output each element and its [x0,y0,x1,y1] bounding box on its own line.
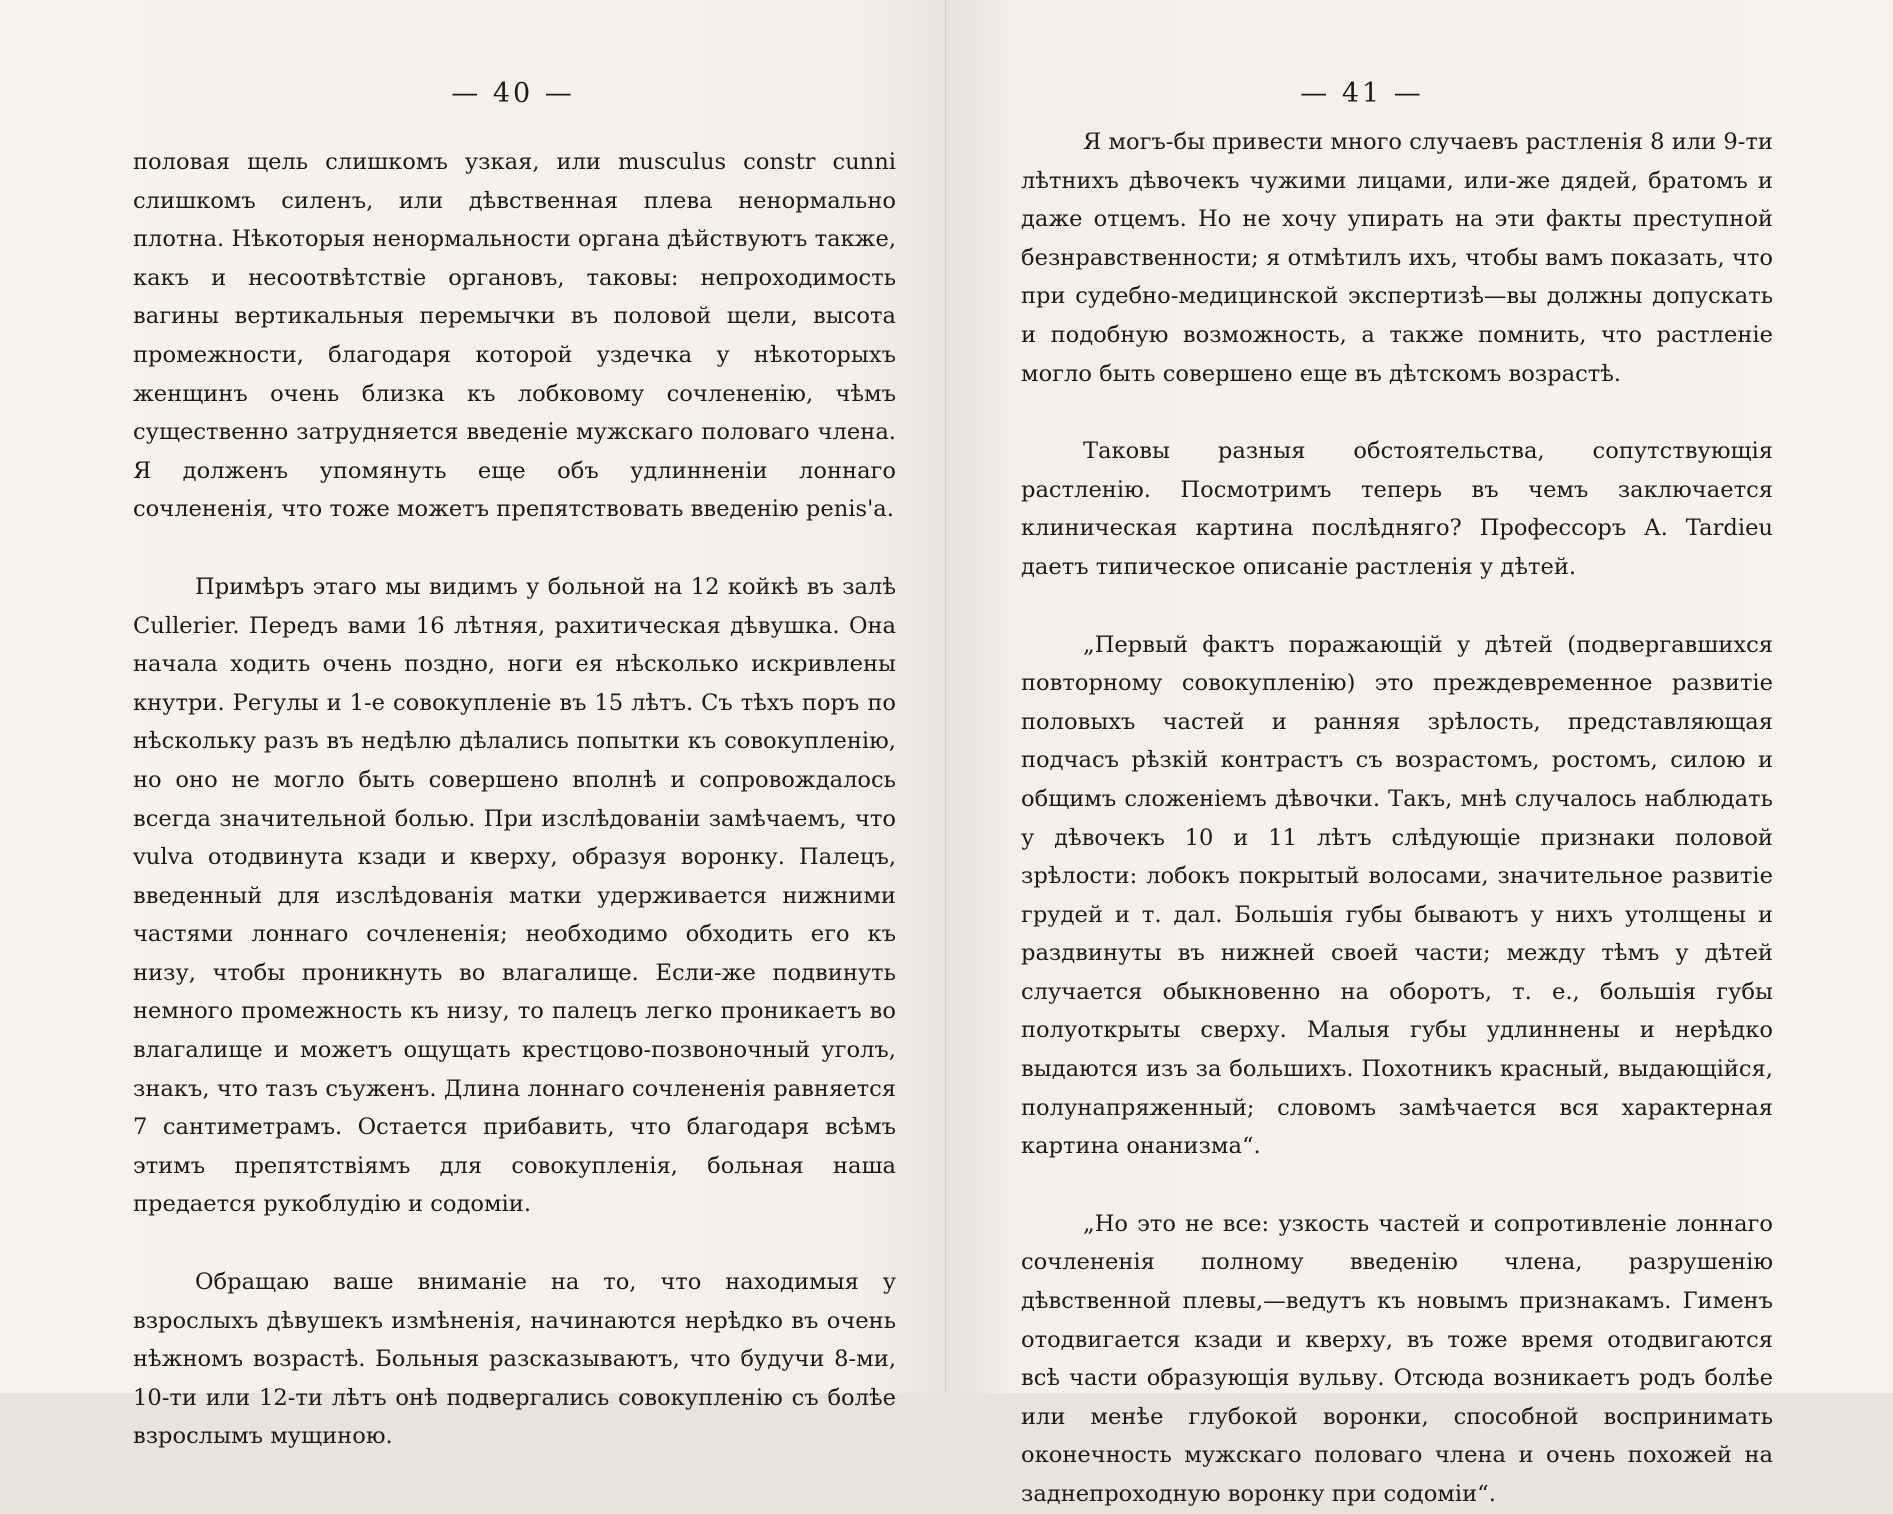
left-page-text [133,143,896,1456]
right-page [946,0,1892,1507]
right-paragraph-2: Таковы разныя обстоятельства, сопутствующія растленію. Посмотримъ теперь въ чемъ заключается клиническая картина послѣдняго? Профессоръ A. Tardieu даетъ типическое описаніе растленія у дѣтей. [1021,438,1773,580]
right-page-text [1021,123,1773,1514]
left-paragraph-1: половая щель слишкомъ узкая, или musculus constr cunni слишкомъ силенъ, или дѣвственная плева ненормально плотна. Нѣкоторыя ненормальности органа дѣйствуютъ также, какъ и несоотвѣтствіе органовъ, таковы: непроходимость вагины вертикальныя перемычки въ половой щели, высота промежности, благодаря которой уздечка у нѣкоторыхъ женщинъ очень близка къ лобковому сочлененію, чѣмъ существенно затрудняется введеніе мужскаго половаго члена. Я долженъ упомянуть еще объ удлинненіи лоннаго сочлененія, что тоже можетъ препятствовать введенію penis'а. [133,149,896,523]
right-page-number: — 41 — [1300,78,1424,109]
left-paragraph-2: Примѣръ этаго мы видимъ у больной на 12 койкѣ въ залѣ Cullerier. Передъ вами 16 лѣтняя, рахитическая дѣвушка. Она начала ходить очень поздно, ноги ея нѣсколько искривлены кнутри. Регулы и 1-е совокупленіе въ 15 лѣтъ. Съ тѣхъ поръ по нѣскольку разъ въ недѣлю дѣлались попытки къ совокупленію, но оно не могло быть совершено вполнѣ и сопровождалось всегда значительной болью. При изслѣдованіи замѣчаемъ, что vulva отодвинута кзади и кверху, образуя воронку. Палецъ, введенный для изслѣдованія матки удерживается нижними частями лоннаго сочлененія; необходимо обходить его къ низу, чтобы проникнуть во влагалище. Если-же подвинуть немного промежность къ низу, то палецъ легко проникаетъ во влагалище и можетъ ощущать крестцово-позвоночный уголъ, знакъ, что тазъ съуженъ. Длина лоннаго сочлененія равняется 7 сантиметрамъ. Остается прибавить, что благодаря всѣмъ этимъ препятствіямъ для совокупленія, больная наша предается рукоблудію и содоміи. [133,573,896,1218]
right-paragraph-3: „Первый фактъ поражающій у дѣтей (подвергавшихся повторному совокупленію) это преждевременное развитіе половыхъ частей и ранняя зрѣлость, представляющая подчасъ рѣзкій контрастъ съ возрастомъ, ростомъ, силою и общимъ сложеніемъ дѣвочки. Такъ, мнѣ случалось наблюдать у дѣвочекъ 10 и 11 лѣтъ слѣдующіе признаки половой зрѣлости: лобокъ покрытый волосами, значительное развитіе грудей и т. дал. Большія губы бываютъ у нихъ утолщены и раздвинуты въ нижней своей части; между тѣмъ у дѣтей случается обыкновенно на оборотъ, т. е., большія губы полуоткрыты сверху. Малыя губы удлиннены и нерѣдко выдаются изъ за большихъ. Похотникъ красный, выдающійся, полунапряженный; словомъ замѣчается вся характерная картина онанизма“. [1021,631,1773,1160]
left-page [0,0,946,1450]
right-paragraph-4: „Но это не все: узкость частей и сопротивленіе лоннаго сочлененія полному введенію члена, разрушенію дѣвственной плевы,—ведутъ къ новымъ признакамъ. Гименъ отодвигается кзади и кверху, въ тоже время отодвигаются всѣ части образующія вульву. Отсюда возникаетъ родъ болѣе или менѣе глубокой воронки, способной воспринимать оконечность мужскаго половаго члена и очень похожей на заднепроходную воронку при содоміи“. [1021,1210,1773,1507]
left-paragraph-3: Обращаю ваше вниманіе на то, что находимыя у взрослыхъ дѣвушекъ измѣненія, начинаются нерѣдко въ очень нѣжномъ возрастѣ. Больныя разсказываютъ, что будучи 8-ми, 10-ти или 12-ти лѣтъ онѣ подвергались совокупленію съ болѣе взрослымъ мущиною. [133,1269,896,1450]
right-paragraph-1: Я могъ-бы привести много случаевъ растленія 8 или 9-ти лѣтнихъ дѣвочекъ чужими лицами, или-же дядей, братомъ и даже отцемъ. Но не хочу упирать на эти факты преступной безнравственности; я отмѣтилъ ихъ, чтобы вамъ показать, что при судебно-медицинской экспертизѣ—вы должны допускать и подобную возможность, а также помнить, что растленіе могло быть совершено еще въ дѣтскомъ возрастѣ. [1021,129,1773,387]
left-page-number: — 40 — [451,78,575,109]
